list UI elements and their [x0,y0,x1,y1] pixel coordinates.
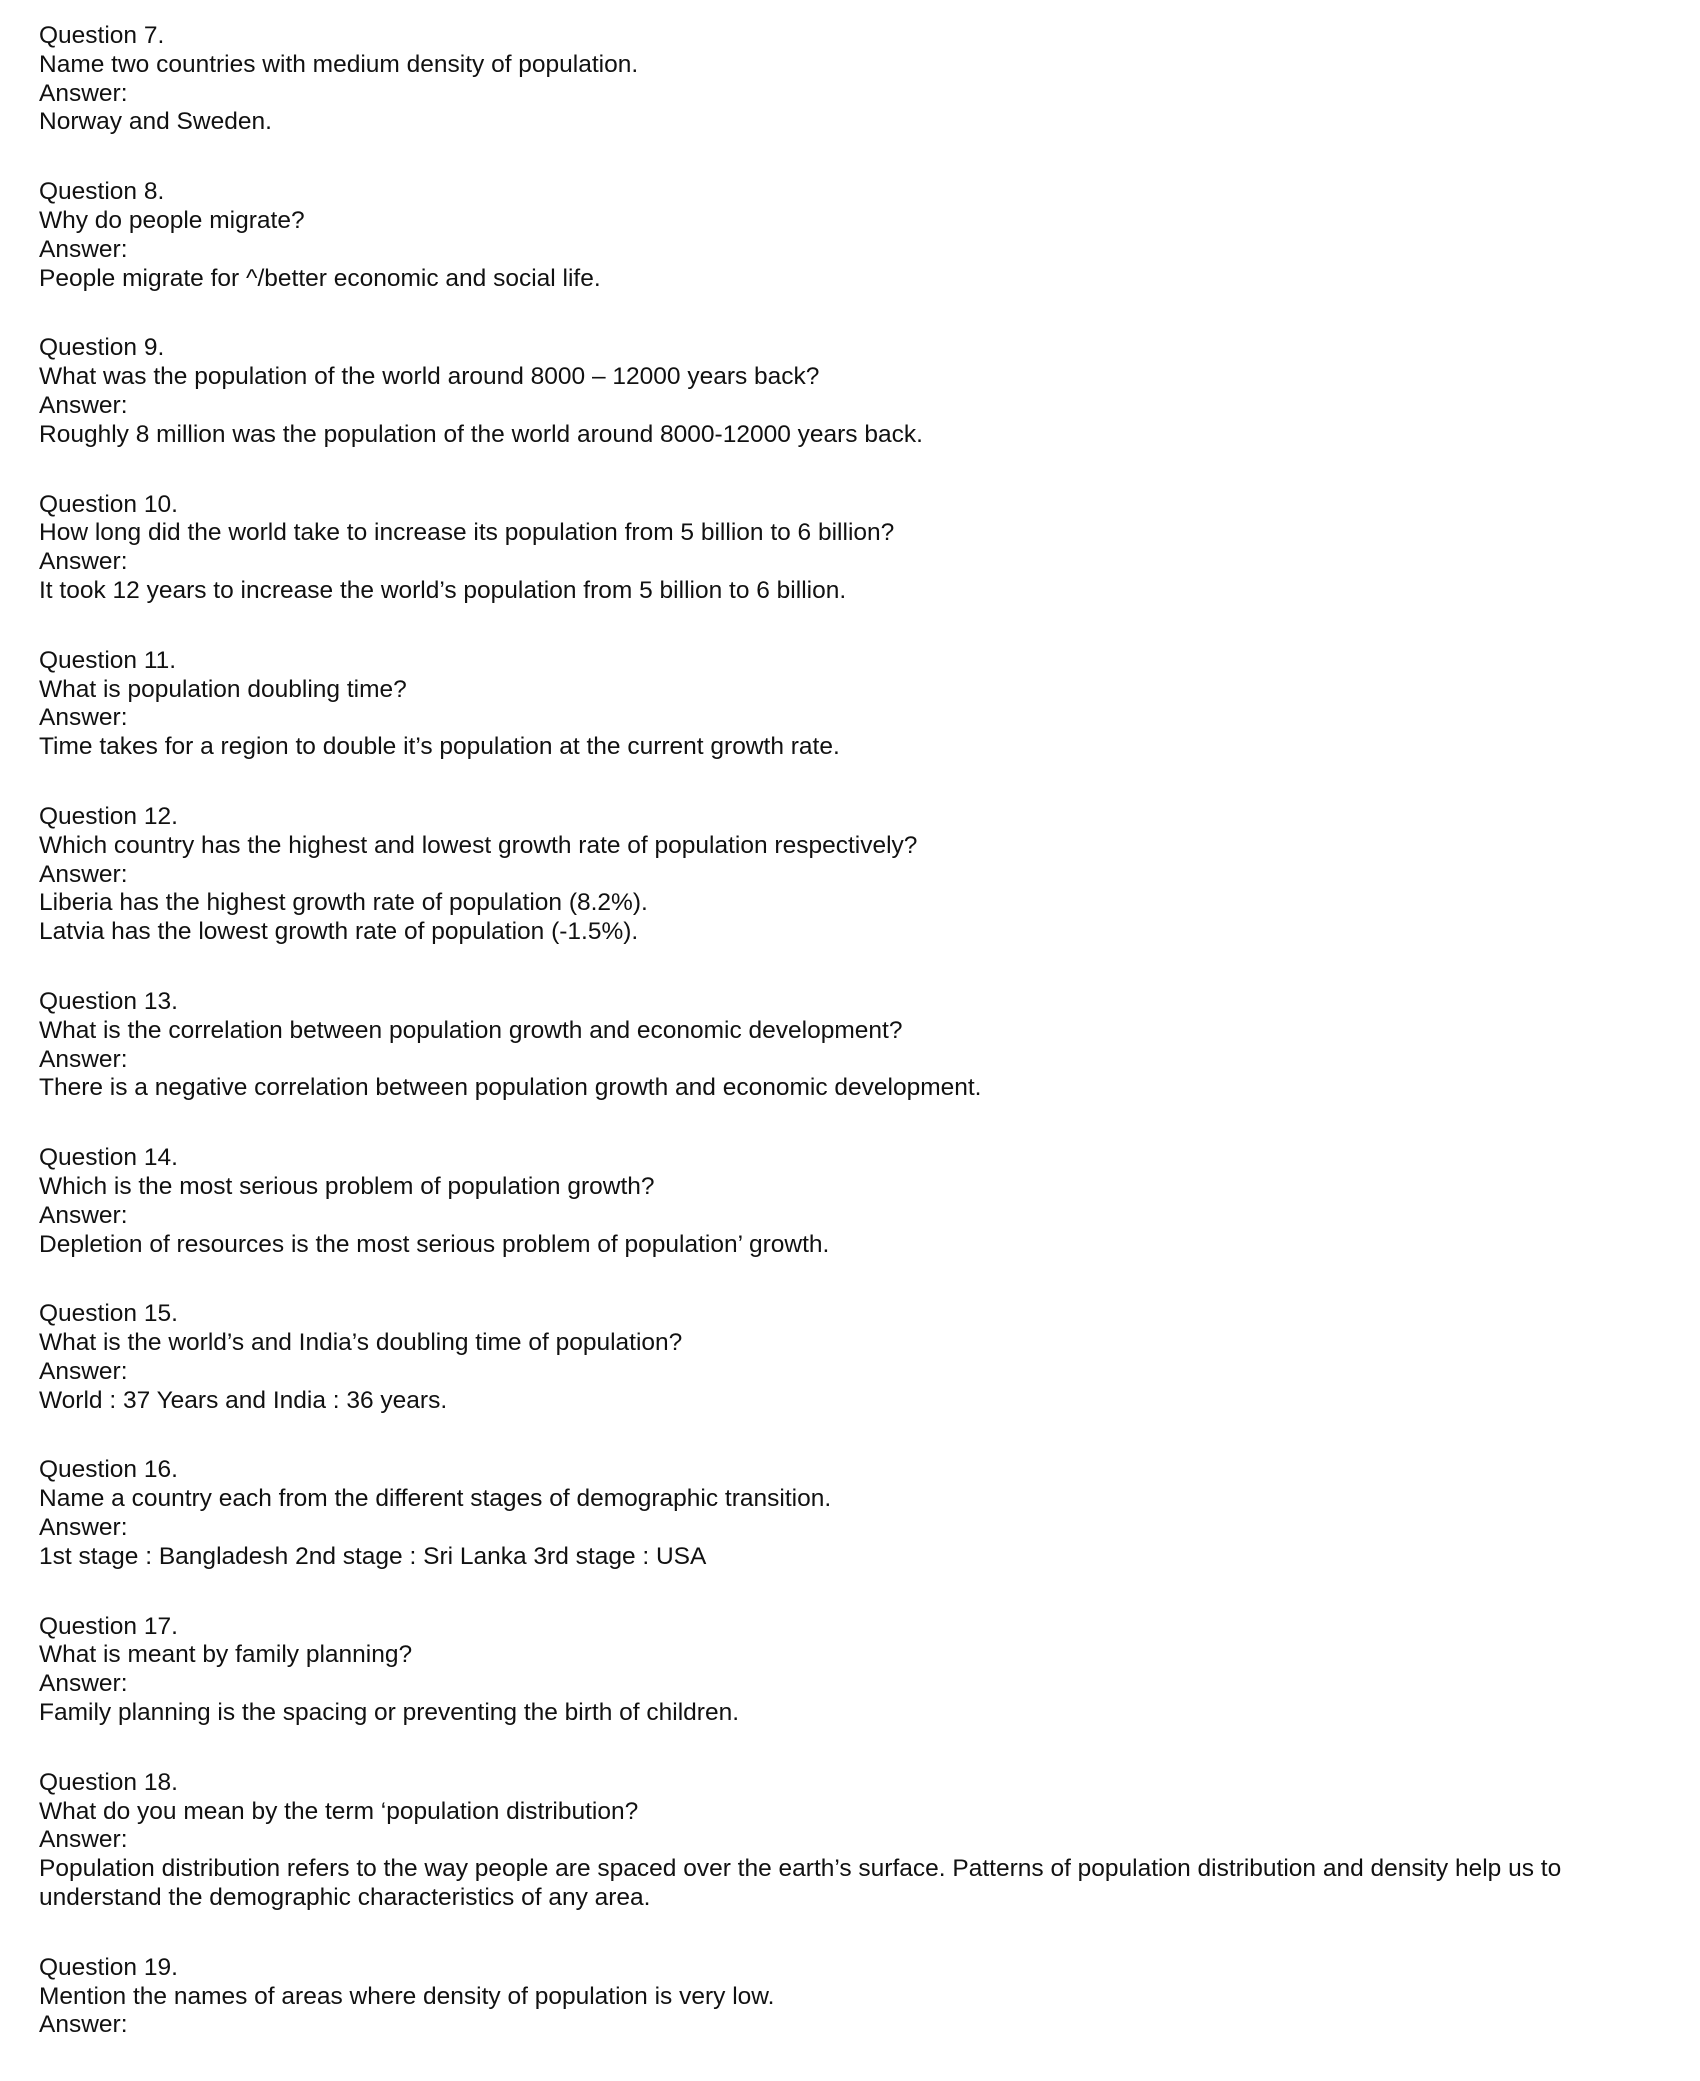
answer-text: 1st stage : Bangladesh 2nd stage : Sri Lanka 3rd stage : USA [39,1542,707,1570]
question-text: What is the correlation between population growth and economic development? [39,1016,903,1044]
question-label: Question 15. [39,1300,178,1328]
answer-label: Answer: [39,1045,128,1073]
qa-item-19 [39,1954,1659,2040]
document-page [39,22,1659,2081]
question-text: What was the population of the world around 8000 – 12000 years back? [39,363,820,391]
qa-item-12 [39,803,1659,947]
question-label: Question 18. [39,1768,178,1796]
answer-label: Answer: [39,704,128,732]
question-label: Question 7. [39,22,165,49]
qa-item-13 [39,988,1659,1103]
answer-text: Norway and Sweden. [39,108,272,136]
qa-item-18 [39,1769,1659,1913]
answer-text: Family planning is the spacing or preventing the birth of children. [39,1699,739,1727]
question-text: Name a country each from the different stages of demographic transition. [39,1485,832,1513]
answer-text: Population distribution refers to the way people are spaced over the earth’s surface. Patterns of population distribution and density help us to understand the demographic characteristics of any area. [39,1855,1562,1912]
question-label: Question 19. [39,1953,178,1981]
question-label: Question 13. [39,987,178,1015]
question-label: Question 16. [39,1456,178,1484]
answer-text: Roughly 8 million was the population of the world around 8000-12000 years back. [39,420,923,448]
answer-text: People migrate for ^/better economic and social life. [39,264,601,292]
answer-label: Answer: [39,235,128,263]
question-label: Question 9. [39,334,165,362]
question-label: Question 10. [39,490,178,518]
answer-label: Answer: [39,1514,128,1542]
answer-label: Answer: [39,1357,128,1385]
answer-text: It took 12 years to increase the world’s population from 5 billion to 6 billion. [39,576,847,604]
answer-label: Answer: [39,391,128,419]
qa-item-17 [39,1613,1659,1728]
answer-label: Answer: [39,548,128,576]
question-label: Question 17. [39,1612,178,1640]
question-text: Which is the most serious problem of population growth? [39,1172,655,1200]
question-text: What is population doubling time? [39,675,407,703]
qa-item-15 [39,1300,1659,1415]
answer-text: There is a negative correlation between population growth and economic development. [39,1074,982,1102]
answer-text: Depletion of resources is the most serious problem of population’ growth. [39,1230,830,1258]
question-text: Name two countries with medium density of population. [39,50,639,78]
answer-text: World : 37 Years and India : 36 years. [39,1386,448,1414]
question-text: Mention the names of areas where density of population is very low. [39,1982,775,2010]
question-text: What is meant by family planning? [39,1641,413,1669]
question-label: Question 11. [39,646,177,674]
answer-label: Answer: [39,1201,128,1229]
qa-item-10 [39,491,1659,606]
answer-text: Liberia has the highest growth rate of population (8.2%). Latvia has the lowest growth rate of population (-1.5%). [39,889,648,946]
question-text: Why do people migrate? [39,206,305,234]
qa-item-8 [39,178,1659,293]
question-label: Question 12. [39,802,178,830]
question-label: Question 14. [39,1144,178,1172]
question-text: What do you mean by the term ‘population distribution? [39,1797,639,1825]
qa-item-11 [39,647,1659,762]
answer-label: Answer: [39,1670,128,1698]
answer-label: Answer: [39,79,128,107]
question-label: Question 8. [39,178,165,206]
answer-text: Time takes for a region to double it’s population at the current growth rate. [39,733,840,761]
qa-item-7 [39,22,1659,137]
qa-item-16 [39,1456,1659,1571]
answer-label: Answer: [39,1826,128,1854]
question-text: What is the world’s and India’s doubling time of population? [39,1329,683,1357]
answer-label: Answer: [39,860,128,888]
question-text: How long did the world take to increase its population from 5 billion to 6 billion? [39,519,895,547]
question-text: Which country has the highest and lowest growth rate of population respectively? [39,831,918,859]
qa-item-14 [39,1144,1659,1259]
qa-item-9 [39,334,1659,449]
answer-label: Answer: [39,2011,128,2039]
